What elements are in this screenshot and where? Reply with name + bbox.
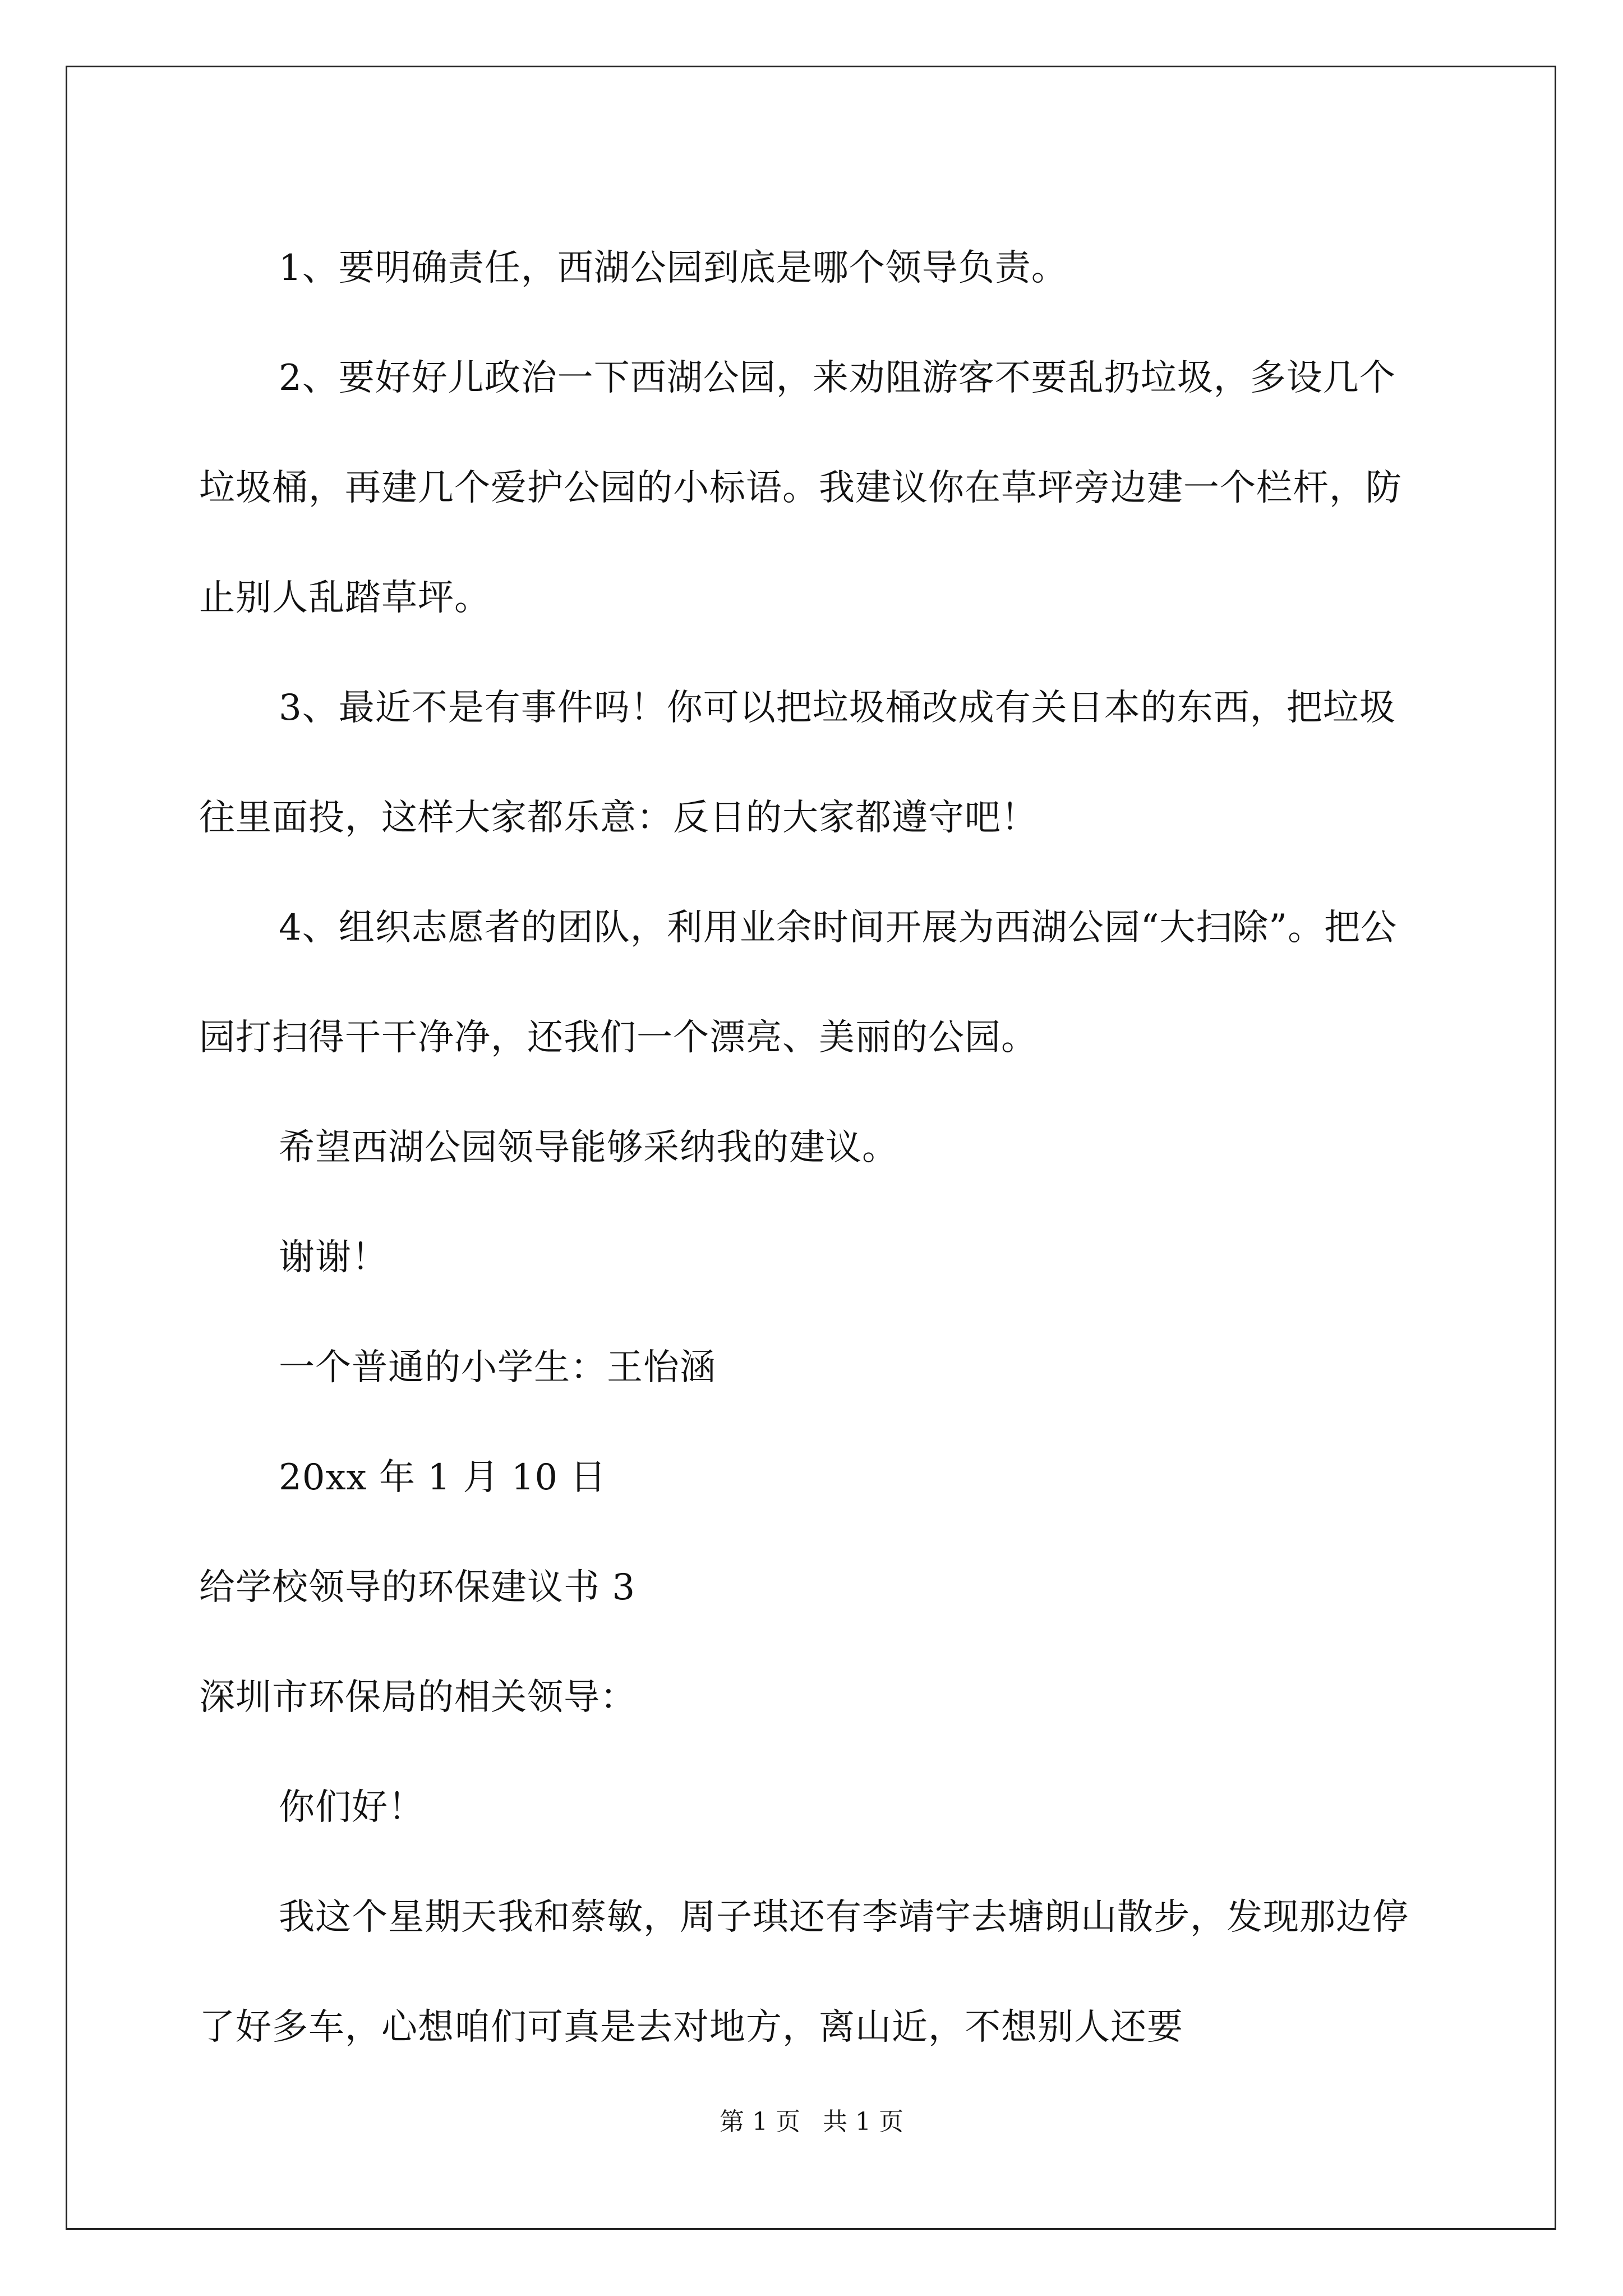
- date-line: 20xx 年 1 月 10 日: [279, 1457, 607, 1498]
- section-title: 给学校领导的环保建议书 3: [199, 1567, 636, 1608]
- paragraph-4: 4、组织志愿者的团队，利用业余时间开展为西湖公园“大扫除”。把公园打扫得干干净净，还我们一个漂亮、美丽的公园。: [199, 907, 1398, 1059]
- paragraph-6: 谢谢！: [279, 1237, 388, 1278]
- signature-line: 一个普通的小学生：王怡涵: [279, 1347, 716, 1388]
- page-number: 第 1 页: [720, 2108, 800, 2136]
- page-footer: [0, 2105, 1623, 2139]
- document-body: [199, 213, 1422, 2082]
- paragraph-2: 2、要好好儿政治一下西湖公园，来劝阻游客不要乱扔垃圾，多设几个垃圾桶，再建几个爱护公园的小标语。我建议你在草坪旁边建一个栏杆，防止别人乱踏草坪。: [199, 357, 1402, 619]
- salutation: 深圳市环保局的相关领导：: [199, 1677, 637, 1718]
- paragraph-3: 3、最近不是有事件吗！你可以把垃圾桶改成有关日本的东西，把垃圾往里面投，这样大家都乐意：反日的大家都遵守吧！: [199, 687, 1396, 839]
- paragraph-5: 希望西湖公园领导能够采纳我的建议。: [279, 1127, 898, 1168]
- paragraph-1: 1、要明确责任，西湖公园到底是哪个领导负责。: [279, 247, 1068, 289]
- greeting: 你们好！: [279, 1787, 425, 1828]
- paragraph-body: 我这个星期天我和蔡敏，周子琪还有李靖宇去塘朗山散步，发现那边停了好多车，心想咱们可真是去对地方，离山近，不想别人还要: [199, 1897, 1409, 2048]
- page-total: 共 1 页: [823, 2108, 903, 2136]
